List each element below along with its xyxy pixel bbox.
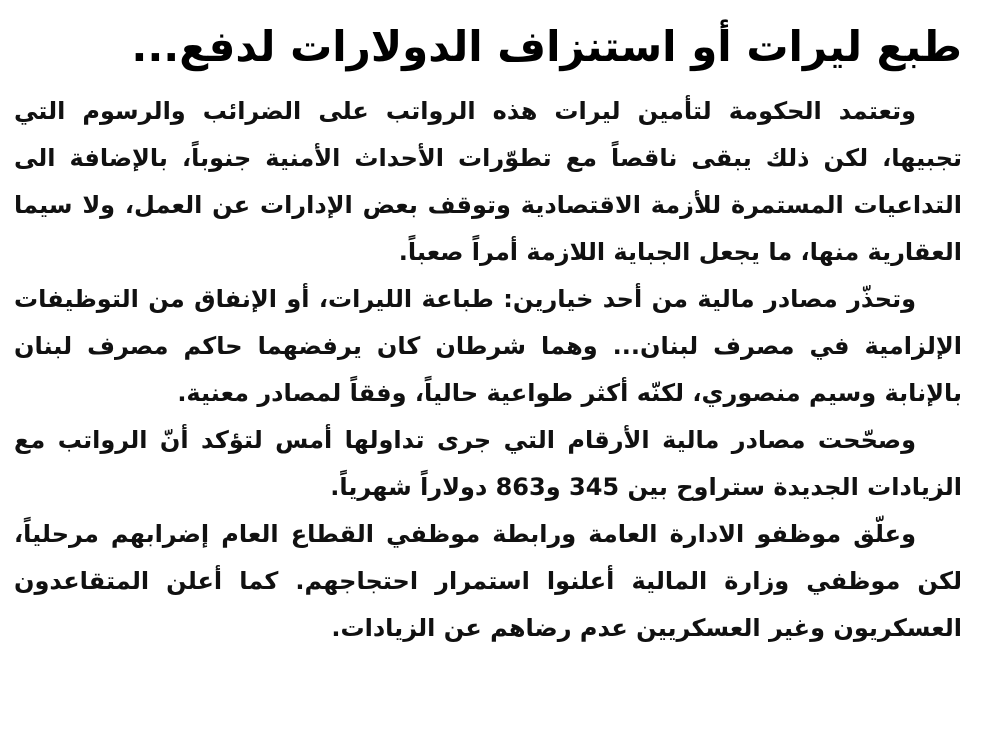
article-headline: طبع ليرات أو استنزاف الدولارات لدفع...: [131, 22, 962, 71]
article-paragraph-3: وصحّحت مصادر مالية الأرقام التي جرى تداولها أمس لتؤكد أنّ الرواتب مع الزيادات الجديدة ستراوح بين 345 و863 دولاراً شهرياً.: [14, 426, 962, 501]
news-article: [14, 8, 962, 652]
article-paragraph-2: وتحذّر مصادر مالية من أحد خيارين: طباعة الليرات، أو الإنفاق من التوظيفات الإلزامية في مصرف لبنان... وهما شرطان كان يرفضهما حاكم مصرف لبنان بالإنابة وسيم منصوري، لكنّه أكثر طواعية حالياً، وفقاً لمصادر معنية.: [14, 285, 962, 407]
article-paragraph-4: وعلّق موظفو الادارة العامة ورابطة موظفي القطاع العام إضرابهم مرحلياً، لكن موظفي وزارة المالية أعلنوا استمرار احتجاجهم. كما أعلن المتقاعدون العسكريون وغير العسكريين عدم رضاهم عن الزيادات.: [14, 520, 962, 642]
article-paragraph-1: وتعتمد الحكومة لتأمين ليرات هذه الرواتب على الضرائب والرسوم التي تجبيها، لكن ذلك يبقى ناقصاً مع تطوّرات الأحداث الأمنية جنوباً، بالإضافة الى التداعيات المستمرة للأزمة الاقتصادية وتوقف بعض الإدارات عن العمل، ولا سيما العقارية منها، ما يجعل الجباية اللازمة أمراً صعباً.: [14, 97, 962, 266]
